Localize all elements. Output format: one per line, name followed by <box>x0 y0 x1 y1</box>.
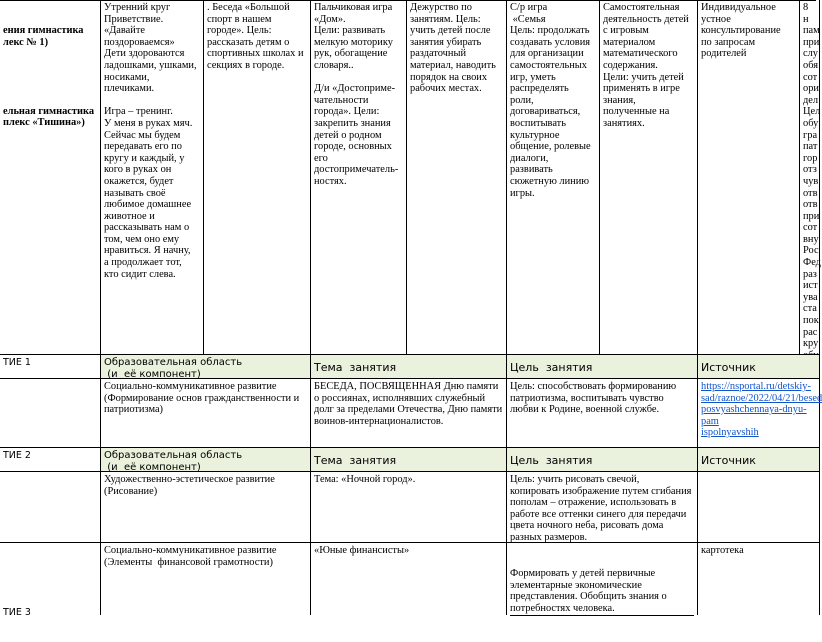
lesson-1-area: Социально-коммуникативное развитие (Формирование основ гражданственности и патриотизма) <box>101 379 311 448</box>
parents-consult-cell: Индивидуальное устное консультирование по запросам родителей <box>698 0 800 355</box>
lesson-1-label: ТИЕ 1 <box>0 355 101 379</box>
gymnastics-cell <box>0 0 101 355</box>
morning-gymnastics-text: ения гимнастика лекс № 1) <box>3 25 84 48</box>
lesson-3-area: Социально-коммуникативное развитие (Элементы финансовой грамотности) <box>101 543 311 615</box>
lesson-2-header-topic: Тема занятия <box>311 448 507 472</box>
lesson-1-source-link[interactable]: https://nsportal.ru/detskiy- sad/raznoe/2022/04/21/besed posvyashchennaya-dnyu-pam ispolnyavshih <box>698 379 820 448</box>
lesson-1-goal: Цель: способствовать формированию патриотизма, воспитывать чувство любви к Родине, военной службе. <box>507 379 698 448</box>
lesson-2-spacer <box>0 472 101 543</box>
lesson-2-label: ТИЕ 2 <box>0 448 101 472</box>
independent-activity-cell: Самостоятельная деятельность детей с игровым материалом математического содержания. Цели: учить детей применять в игре знания, полученные на занятиях. <box>600 0 698 355</box>
lesson-1-header-area: Образовательная область (и её компонент) <box>101 355 311 379</box>
lesson-3-topic: «Юные финансисты» <box>311 543 507 615</box>
lesson-3-label-cell <box>0 543 101 619</box>
role-play-cell: С/р игра «Семья Цель: продолжать создавать условия для организации самостоятельных игр, уметь распределять роли, договариваться, воспитывать культурное общение, ролевые диалоги, развивать сюжетную линию игры. <box>507 0 600 355</box>
lesson-1-header-topic: Тема занятия <box>311 355 507 379</box>
lesson-2-header-goal: Цель занятия <box>507 448 698 472</box>
lesson-2-goal: Цель: учить рисовать свечой, копировать изображение путем сгибания пополам – отражение, использовать в работе все оттенки синего для передачи цвета ночного неба, рисовать дома разных размеров. <box>507 472 698 543</box>
lesson-1-header-source: Источник <box>698 355 820 379</box>
sport-talk-cell: . Беседа «Большой спорт в нашем городе». Цель: рассказать детям о спортивных школах и секциях в городе. <box>204 0 311 355</box>
lesson-2-source <box>698 472 820 543</box>
lesson-3-source: картотека <box>698 543 820 615</box>
lesson-1-header-goal: Цель занятия <box>507 355 698 379</box>
lesson-3-label: ТИЕ 3 <box>3 607 31 619</box>
lesson-2-header-area: Образовательная область (и её компонент) <box>101 448 311 472</box>
finger-game-cell: Пальчиковая игра «Дом». Цели: развивать мелкую моторику рук, обогащение словаря.. Д/и «Достоприме- чательности города». Цели: закрепить знания детей о родном городе, основных его достопримечатель- ностях. <box>311 0 407 355</box>
breathing-gymnastics-text: ельная гимнастика плекс «Тишина») <box>3 105 95 129</box>
lesson-1-spacer <box>0 379 101 448</box>
memorial-day-cell: 8 н пам при слу обя сот ори дел Цел обу гра пат гор отз чув отв отв при сот вну Рос Фед раз ист ува ста пок рас кру <box>800 0 820 355</box>
lesson-2-topic: Тема: «Ночной город». <box>311 472 507 543</box>
morning-circle-cell: Утренний круг Приветствие. «Давайте поздороваемся» Дети здороваются ладошками, ушками, носиками, плечиками. Игра – тренинг. У меня в руках мяч. Сейчас мы будем передавать его по кругу и каждый, у кого в руках он окажется, будет называть своё любимое домашнее животное и рассказывать нам о том, чем оно ему нравиться. Я начну, а продолжает тот, кто сидит слева. <box>101 0 204 355</box>
lesson-2-area: Художественно-эстетическое развитие (Рисование) <box>101 472 311 543</box>
lesson-3-goal <box>507 543 698 615</box>
lesson-3-goal-text: Формировать у детей первичные элементарные экономические представления. Обобщить знания о потребностях человека. <box>510 568 694 615</box>
lesson-2-header-source: Источник <box>698 448 820 472</box>
duty-cell: Дежурство по занятиям. Цель: учить детей после занятия убирать раздаточный материал, наводить порядок на своих рабочих местах. <box>407 0 507 355</box>
lesson-1-topic: БЕСЕДА, ПОСВЯЩЕННАЯ Дню памяти о россиянах, исполнявших служебный долг за пределами Отечества, Дню памяти воинов-интернационалистов. <box>311 379 507 448</box>
